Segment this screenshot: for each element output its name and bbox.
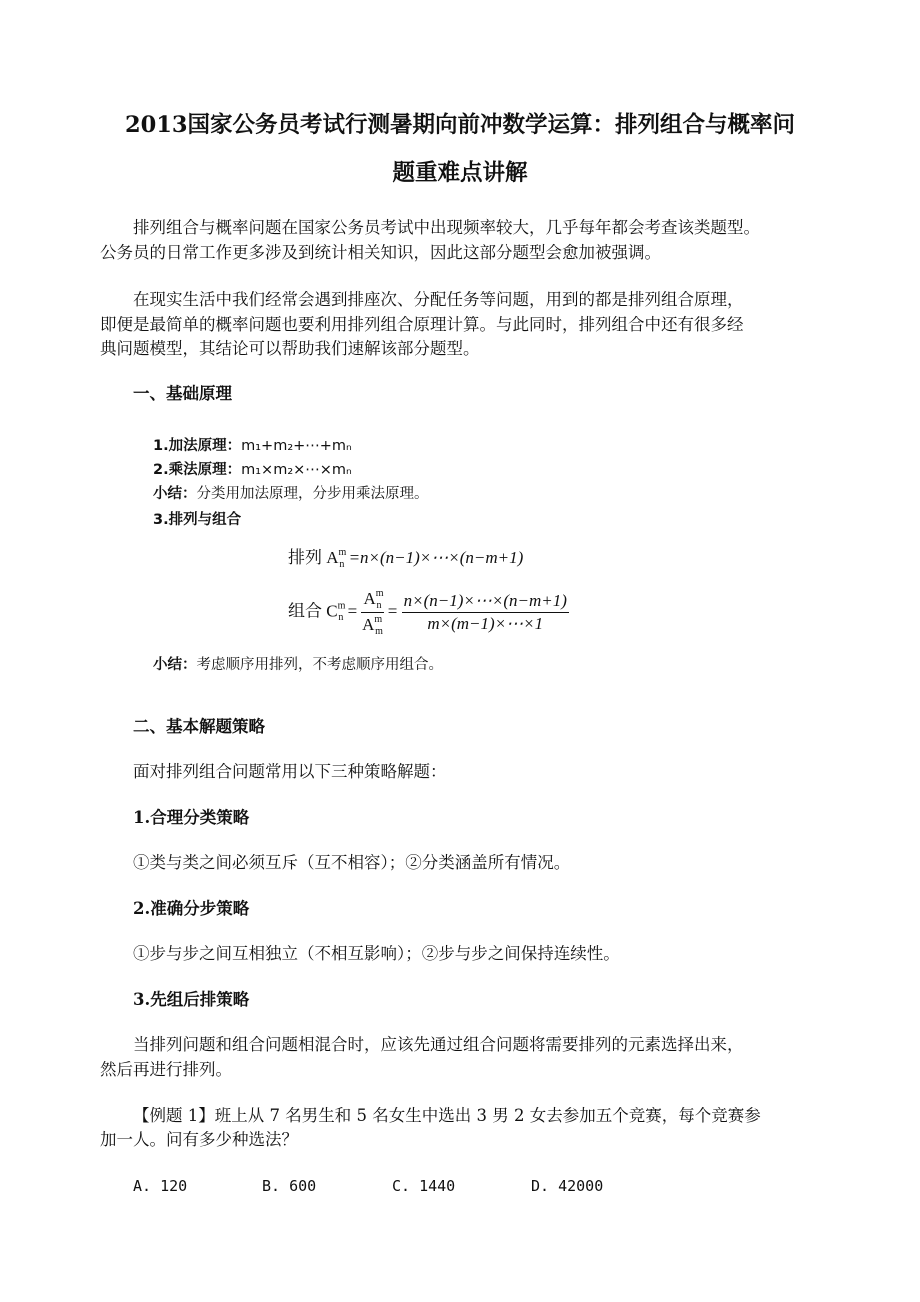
strategy-3-text-line-1: 当排列问题和组合问题相混合时，应该先通过组合问题将需要排列的元素选择出来， xyxy=(133,1035,744,1054)
document-title-line-1: 2013国家公务员考试行测暑期向前冲数学运算：排列组合与概率问 xyxy=(124,112,796,138)
addition-principle-formula: m₁+m₂+⋯+mₙ xyxy=(241,438,352,454)
multiplication-principle-line xyxy=(153,459,352,481)
option-d: D. 42000 xyxy=(531,1177,604,1195)
strategy-3-heading: 3.先组后排策略 xyxy=(133,990,250,1009)
document-title-line-2: 题重难点讲解 xyxy=(392,160,528,186)
permutation-expression: =n×(n−1)×⋯×(n−m+1) xyxy=(348,548,524,567)
intro-paragraph-2-line-2: 即便是最简单的概率问题也要利用排列组合原理计算。与此同时，排列组合中还有很多经 xyxy=(100,315,744,334)
summary-1-label: 小结： xyxy=(153,486,197,502)
intro-paragraph-1-line-2: 公务员的日常工作更多涉及到统计相关知识，因此这部分题型会愈加被强调。 xyxy=(100,243,661,262)
intro-paragraph-2-line-3: 典问题模型，其结论可以帮助我们速解该部分题型。 xyxy=(100,339,480,358)
example-1-line-1: 【例题 1】班上从 7 名男生和 5 名女生中选出 3 男 2 女去参加五个竞赛，每个竞赛参 xyxy=(133,1106,761,1125)
strategy-2-text: ①步与步之间互相独立（不相互影响）；②步与步之间保持连续性。 xyxy=(133,944,620,963)
combination-numerator: n×(n−1)×⋯×(n−m+1) xyxy=(402,591,569,613)
permutation-label: 排列 xyxy=(288,548,322,568)
combination-label: 组合 xyxy=(288,601,322,622)
permutation-formula: 排列 $A^m_n$ =n×(n−1)×⋯×(n−m+1) xyxy=(288,547,524,570)
section-2-heading: 二、基本解题策略 xyxy=(133,717,265,736)
strategy-1-text: ①类与类之间必须互斥（互不相容）；②分类涵盖所有情况。 xyxy=(133,853,571,872)
combination-formula: 组合 $C^m_n$ = $\frac{A^m_n}{A^m_m}$ = $\frac{n\times(n-1)\times\cdots\times(n-m+1)}{m\times(m-1)\times\cdots\times 1}$ xyxy=(288,588,567,637)
option-b: B. 600 xyxy=(262,1177,317,1195)
option-a: A. 120 xyxy=(133,1177,188,1195)
addition-principle-line xyxy=(153,435,352,457)
example-1-line-2: 加一人。问有多少种选法？ xyxy=(100,1130,298,1149)
combination-expansion-fraction xyxy=(402,591,569,634)
addition-principle-label: 1.加法原理： xyxy=(153,438,242,454)
section-1-heading: 一、基础原理 xyxy=(133,384,232,403)
summary-1-text: 分类用加法原理，分步用乘法原理。 xyxy=(196,486,429,502)
combination-denominator: m×(m−1)×⋯×1 xyxy=(427,614,544,633)
strategy-2-heading: 2.准确分步策略 xyxy=(133,899,250,918)
multiplication-principle-label: 2.乘法原理： xyxy=(153,462,242,478)
summary-2-text: 考虑顺序用排列，不考虑顺序用组合。 xyxy=(196,657,443,673)
combination-ratio-fraction: $\frac{A^m_n}{A^m_m}$ xyxy=(362,588,384,637)
summary-2-line xyxy=(153,654,443,676)
multiplication-principle-formula: m₁×m₂×⋯×mₙ xyxy=(241,462,352,478)
intro-paragraph-1-line-1: 排列组合与概率问题在国家公务员考试中出现频率较大，几乎每年都会考查该类题型。 xyxy=(133,218,760,237)
permutation-combination-heading: 3.排列与组合 xyxy=(153,512,242,528)
section-2-intro: 面对排列组合问题常用以下三种策略解题： xyxy=(133,762,447,781)
option-c: C. 1440 xyxy=(392,1177,456,1195)
strategy-1-heading: 1.合理分类策略 xyxy=(133,808,250,827)
strategy-3-text-line-2: 然后再进行排列。 xyxy=(100,1060,232,1079)
summary-1-line xyxy=(153,483,429,505)
intro-paragraph-2-line-1: 在现实生活中我们经常会遇到排座次、分配任务等问题，用到的都是排列组合原理， xyxy=(133,290,744,309)
formula-image-box xyxy=(153,430,623,682)
summary-2-label: 小结： xyxy=(153,657,197,673)
